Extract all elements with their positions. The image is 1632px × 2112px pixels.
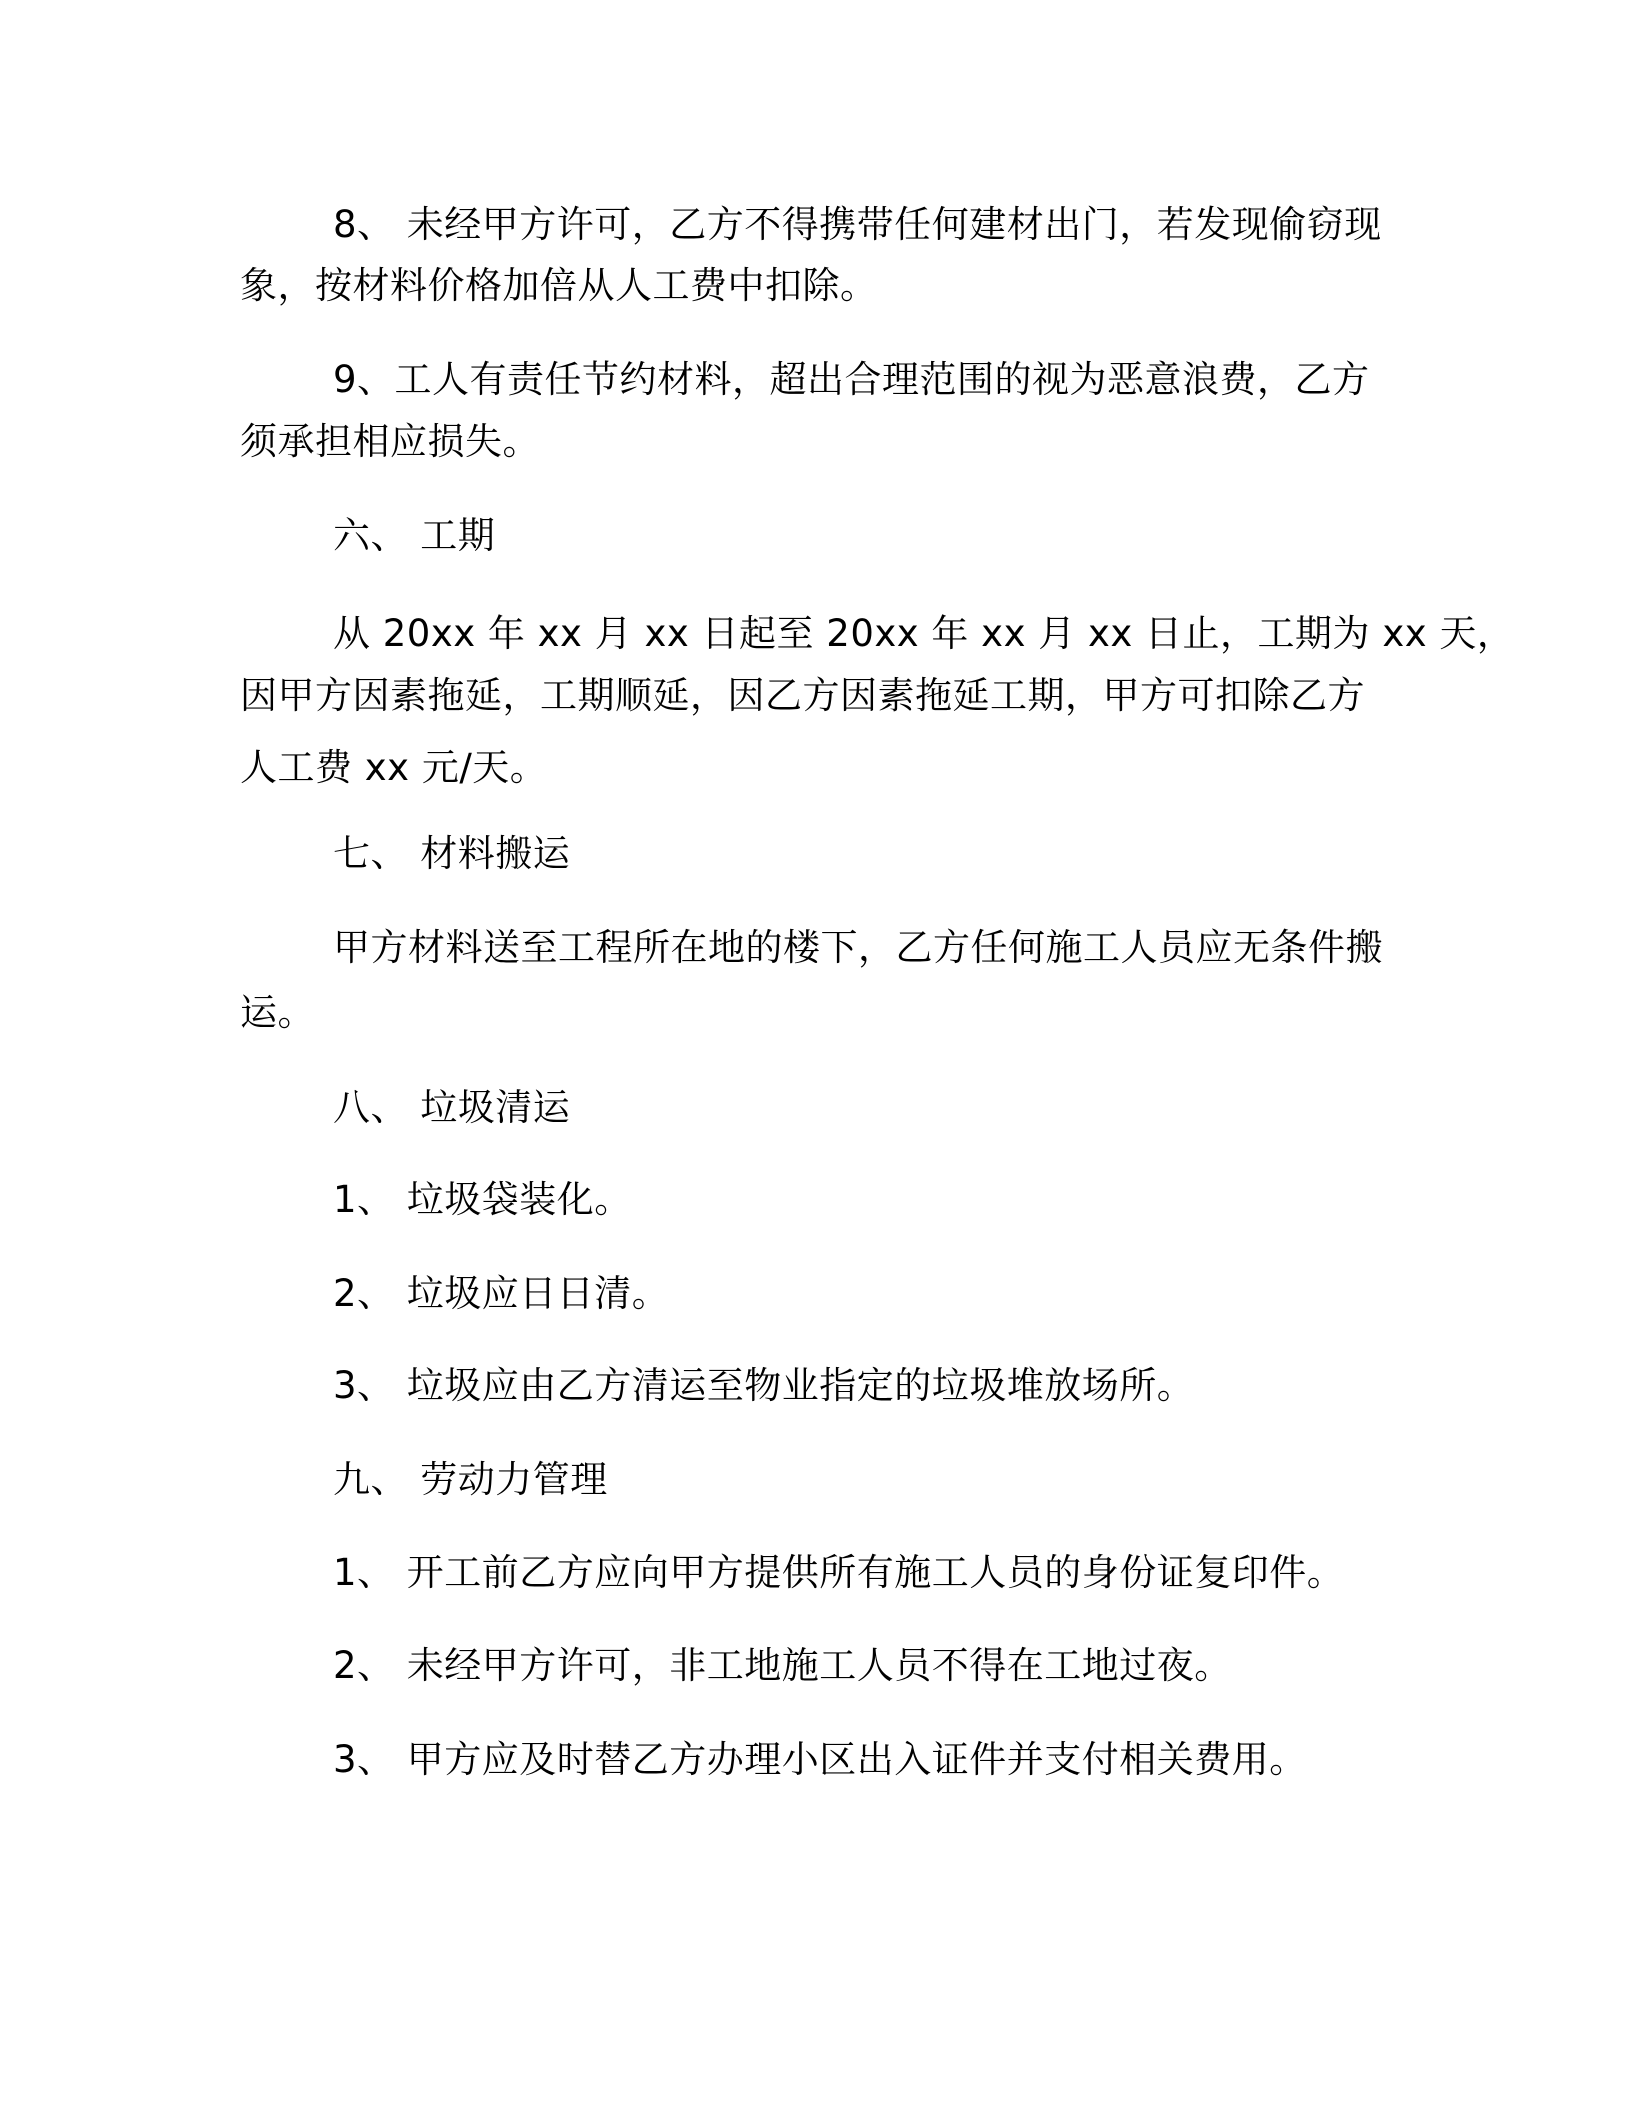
schedule-line-2: 因甲方因素拖延，工期顺延，因乙方因素拖延工期，甲方可扣除乙方	[240, 674, 1365, 717]
clause-9-line-2: 须承担相应损失。	[240, 420, 540, 463]
waste-item-2: 2、 垃圾应日日清。	[333, 1272, 670, 1315]
clause-9-line-1: 9、工人有责任节约材料，超出合理范围的视为恶意浪费，乙方	[333, 358, 1370, 401]
clause-8-line-2: 象，按材料价格加倍从人工费中扣除。	[240, 264, 878, 307]
schedule-line-3: 人工费 xx 元/天。	[240, 746, 548, 789]
labor-item-3: 3、 甲方应及时替乙方办理小区出入证件并支付相关费用。	[333, 1738, 1307, 1781]
clause-8-line-1: 8、 未经甲方许可，乙方不得携带任何建材出门，若发现偷窃现	[333, 203, 1382, 246]
section-6-heading: 六、 工期	[333, 514, 496, 557]
labor-item-2: 2、 未经甲方许可，非工地施工人员不得在工地过夜。	[333, 1644, 1232, 1687]
section-7-heading: 七、 材料搬运	[333, 832, 571, 875]
transport-line-2: 运。	[240, 991, 315, 1034]
section-9-heading: 九、 劳动力管理	[333, 1458, 608, 1501]
waste-item-1: 1、 垃圾袋装化。	[333, 1178, 632, 1221]
transport-line-1: 甲方材料送至工程所在地的楼下，乙方任何施工人员应无条件搬	[333, 926, 1383, 969]
section-8-heading: 八、 垃圾清运	[333, 1086, 571, 1129]
waste-item-3: 3、 垃圾应由乙方清运至物业指定的垃圾堆放场所。	[333, 1364, 1195, 1407]
labor-item-1: 1、 开工前乙方应向甲方提供所有施工人员的身份证复印件。	[333, 1551, 1345, 1594]
schedule-line-1: 从 20xx 年 xx 月 xx 日起至 20xx 年 xx 月 xx 日止，工期为 xx 天，	[333, 612, 1515, 655]
